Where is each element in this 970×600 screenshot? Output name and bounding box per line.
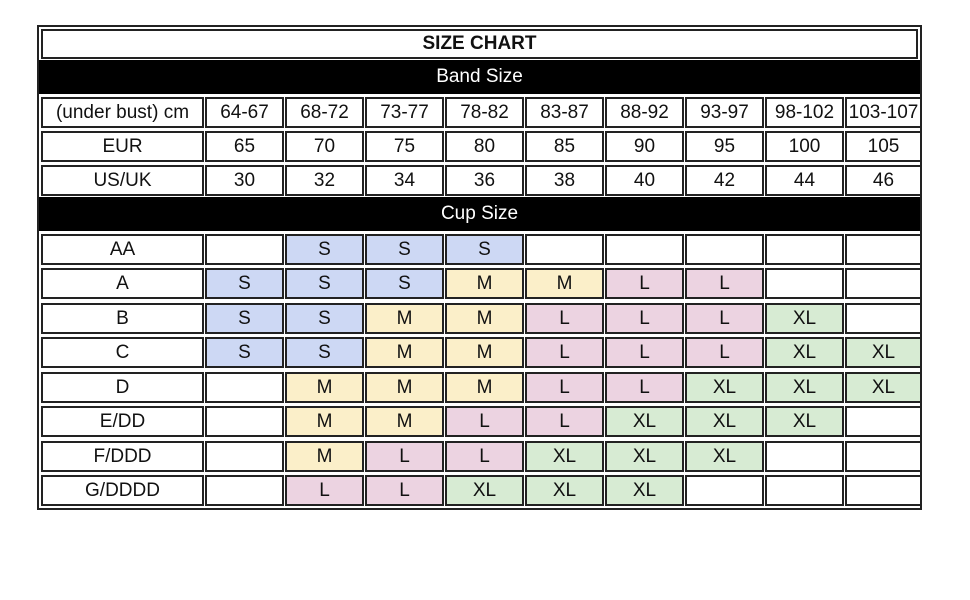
cup-size-cell: S [365, 234, 444, 265]
cup-size-cell: L [445, 441, 524, 472]
cup-size-cell: XL [685, 406, 764, 437]
cup-size-cell [765, 268, 844, 299]
cup-size-cell: M [445, 372, 524, 403]
band-size-cell: 40 [605, 165, 684, 196]
cup-size-cell: S [285, 303, 364, 334]
cup-size-cell: XL [605, 475, 684, 506]
cup-size-cell: L [365, 475, 444, 506]
band-size-cell: 44 [765, 165, 844, 196]
band-size-cell: 42 [685, 165, 764, 196]
chart-title: SIZE CHART [41, 29, 918, 59]
cup-size-cell [845, 234, 922, 265]
cup-size-cell: L [525, 372, 604, 403]
band-size-cell: 83-87 [525, 97, 604, 128]
cup-size-cell: L [605, 337, 684, 368]
cup-size-header: Cup Size [39, 197, 920, 231]
cup-size-cell [685, 475, 764, 506]
cup-size-cell: XL [845, 372, 922, 403]
band-size-cell: 80 [445, 131, 524, 162]
cup-size-cell: S [285, 337, 364, 368]
cup-size-cell: M [365, 372, 444, 403]
cup-size-cell: S [365, 268, 444, 299]
band-size-cell: 95 [685, 131, 764, 162]
cup-size-cell: M [365, 337, 444, 368]
cup-size-cell: M [445, 303, 524, 334]
band-size-cell: 36 [445, 165, 524, 196]
band-size-cell: 68-72 [285, 97, 364, 128]
band-size-cell: 103-107 [845, 97, 922, 128]
band-size-cell: 34 [365, 165, 444, 196]
cup-size-cell: S [445, 234, 524, 265]
cup-size-cell [765, 441, 844, 472]
cup-size-cell: M [285, 372, 364, 403]
cup-size-cell: L [525, 303, 604, 334]
cup-size-cell: S [205, 337, 284, 368]
cup-row-label: C [41, 337, 204, 368]
cup-row-label: F/DDD [41, 441, 204, 472]
cup-size-cell: XL [525, 441, 604, 472]
cup-size-cell: XL [605, 406, 684, 437]
cup-size-cell [765, 475, 844, 506]
cup-size-cell: XL [845, 337, 922, 368]
band-size-cell: 73-77 [365, 97, 444, 128]
cup-size-cell: M [365, 406, 444, 437]
band-size-cell: 32 [285, 165, 364, 196]
band-size-cell: 70 [285, 131, 364, 162]
band-size-cell: 88-92 [605, 97, 684, 128]
band-size-cell: 90 [605, 131, 684, 162]
cup-row-label: G/DDDD [41, 475, 204, 506]
cup-size-cell [845, 303, 922, 334]
band-size-cell: 78-82 [445, 97, 524, 128]
cup-size-cell: M [285, 406, 364, 437]
cup-row-label: B [41, 303, 204, 334]
cup-size-cell: M [445, 337, 524, 368]
band-size-cell: 93-97 [685, 97, 764, 128]
cup-size-cell: M [285, 441, 364, 472]
band-size-cell: 100 [765, 131, 844, 162]
cup-size-cell [845, 441, 922, 472]
band-size-cell: 85 [525, 131, 604, 162]
cup-size-cell: XL [685, 441, 764, 472]
cup-size-cell: L [365, 441, 444, 472]
cup-size-cell [845, 406, 922, 437]
cup-size-cell [845, 268, 922, 299]
cup-size-cell [205, 475, 284, 506]
cup-size-cell [765, 234, 844, 265]
band-size-cell: 75 [365, 131, 444, 162]
cup-size-cell: S [205, 268, 284, 299]
cup-size-cell [525, 234, 604, 265]
cup-size-cell: L [605, 303, 684, 334]
cup-size-cell: XL [685, 372, 764, 403]
band-size-cell: 98-102 [765, 97, 844, 128]
cup-size-cell: XL [765, 337, 844, 368]
cup-size-cell [605, 234, 684, 265]
cup-size-cell: XL [605, 441, 684, 472]
cup-row-label: AA [41, 234, 204, 265]
cup-size-cell: L [525, 337, 604, 368]
band-row-label: EUR [41, 131, 204, 162]
cup-size-cell: L [685, 337, 764, 368]
cup-size-cell: L [525, 406, 604, 437]
cup-row-label: A [41, 268, 204, 299]
cup-size-cell: L [685, 268, 764, 299]
cup-size-cell: XL [765, 303, 844, 334]
cup-size-cell [205, 372, 284, 403]
cup-row-label: D [41, 372, 204, 403]
cup-size-cell: L [605, 268, 684, 299]
cup-size-cell: M [525, 268, 604, 299]
cup-size-cell: XL [765, 372, 844, 403]
cup-size-cell [205, 441, 284, 472]
cup-size-cell: XL [525, 475, 604, 506]
cup-size-cell: XL [765, 406, 844, 437]
cup-size-cell: S [205, 303, 284, 334]
band-row-label: US/UK [41, 165, 204, 196]
band-size-cell: 38 [525, 165, 604, 196]
cup-size-cell [205, 234, 284, 265]
band-size-cell: 30 [205, 165, 284, 196]
band-size-cell: 64-67 [205, 97, 284, 128]
band-size-cell: 46 [845, 165, 922, 196]
cup-size-cell: S [285, 234, 364, 265]
cup-size-cell: L [285, 475, 364, 506]
band-size-cell: 105 [845, 131, 922, 162]
cup-size-cell [685, 234, 764, 265]
cup-size-cell: XL [445, 475, 524, 506]
cup-size-cell: L [445, 406, 524, 437]
band-row-label: (under bust) cm [41, 97, 204, 128]
cup-size-cell: M [445, 268, 524, 299]
cup-size-cell [205, 406, 284, 437]
band-size-cell: 65 [205, 131, 284, 162]
cup-size-cell: M [365, 303, 444, 334]
cup-size-cell [845, 475, 922, 506]
band-size-header: Band Size [39, 60, 920, 94]
size-chart-table [37, 25, 922, 510]
cup-size-cell: L [605, 372, 684, 403]
cup-size-cell: L [685, 303, 764, 334]
cup-size-cell: S [285, 268, 364, 299]
cup-row-label: E/DD [41, 406, 204, 437]
